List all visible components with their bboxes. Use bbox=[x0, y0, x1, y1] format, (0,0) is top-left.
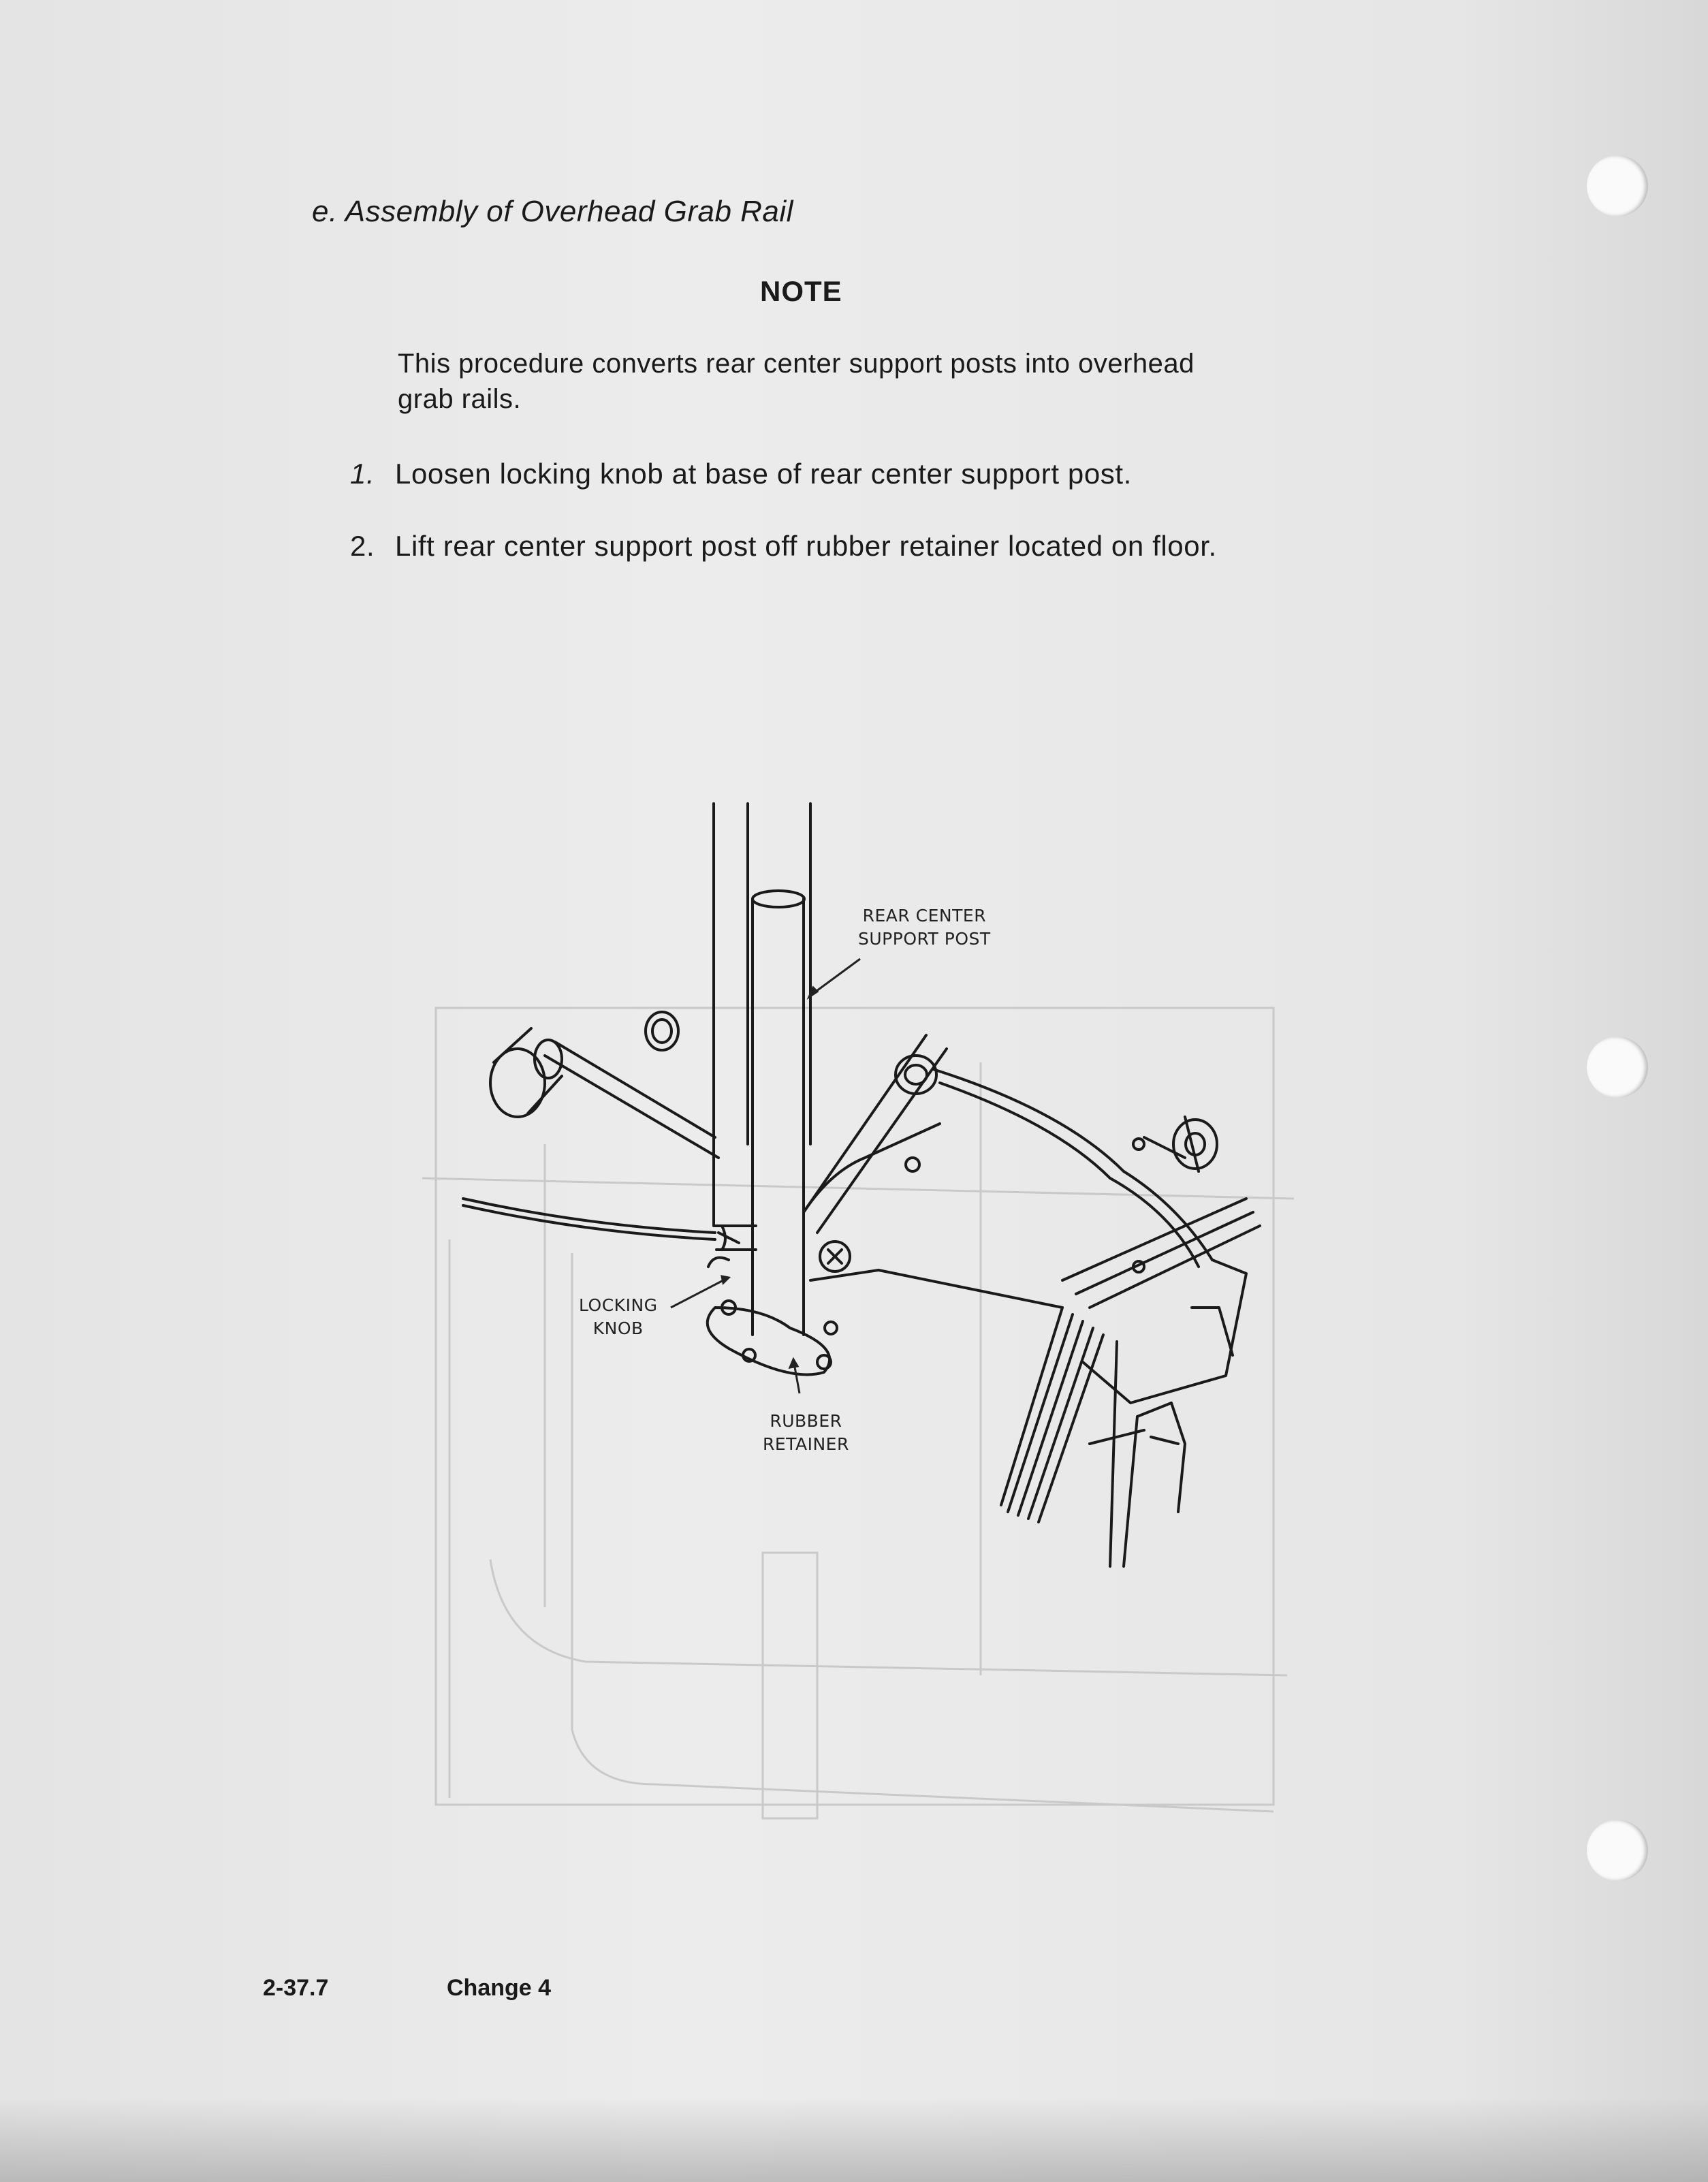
leader-lines bbox=[671, 959, 860, 1393]
binder-hole-middle bbox=[1587, 1037, 1648, 1098]
label-line: RUBBER bbox=[770, 1411, 842, 1431]
label-rubber-retainer bbox=[763, 1410, 849, 1456]
label-rear-center-support-post bbox=[858, 904, 991, 951]
note-heading: NOTE bbox=[760, 275, 842, 307]
binder-hole-bottom bbox=[1587, 1820, 1648, 1881]
label-locking-knob bbox=[579, 1294, 658, 1340]
note-body: This procedure converts rear center support posts into overhead grab rails. bbox=[398, 349, 1195, 414]
faint-background-structure bbox=[422, 1008, 1294, 1818]
label-line: REAR CENTER bbox=[862, 906, 987, 926]
step-1 bbox=[350, 458, 1132, 490]
step-text: Loosen locking knob at base of rear center support post. bbox=[395, 458, 1132, 490]
section-title: e. Assembly of Overhead Grab Rail bbox=[312, 195, 793, 228]
scan-shadow bbox=[0, 2098, 1708, 2182]
page-number: 2-37.7 bbox=[263, 1975, 329, 2001]
binder-hole-top bbox=[1587, 155, 1648, 217]
grab-rail-illustration bbox=[409, 790, 1335, 1825]
step-number: 2. bbox=[350, 530, 375, 562]
step-text: Lift rear center support post off rubber retainer located on floor. bbox=[395, 530, 1217, 562]
label-line: LOCKING bbox=[579, 1295, 658, 1315]
change-number: Change 4 bbox=[447, 1975, 552, 2001]
step-2 bbox=[350, 530, 1217, 563]
step-number: 1. bbox=[350, 458, 375, 490]
label-line: RETAINER bbox=[763, 1434, 849, 1454]
label-line: KNOB bbox=[592, 1318, 644, 1338]
label-line: SUPPORT POST bbox=[858, 929, 991, 949]
